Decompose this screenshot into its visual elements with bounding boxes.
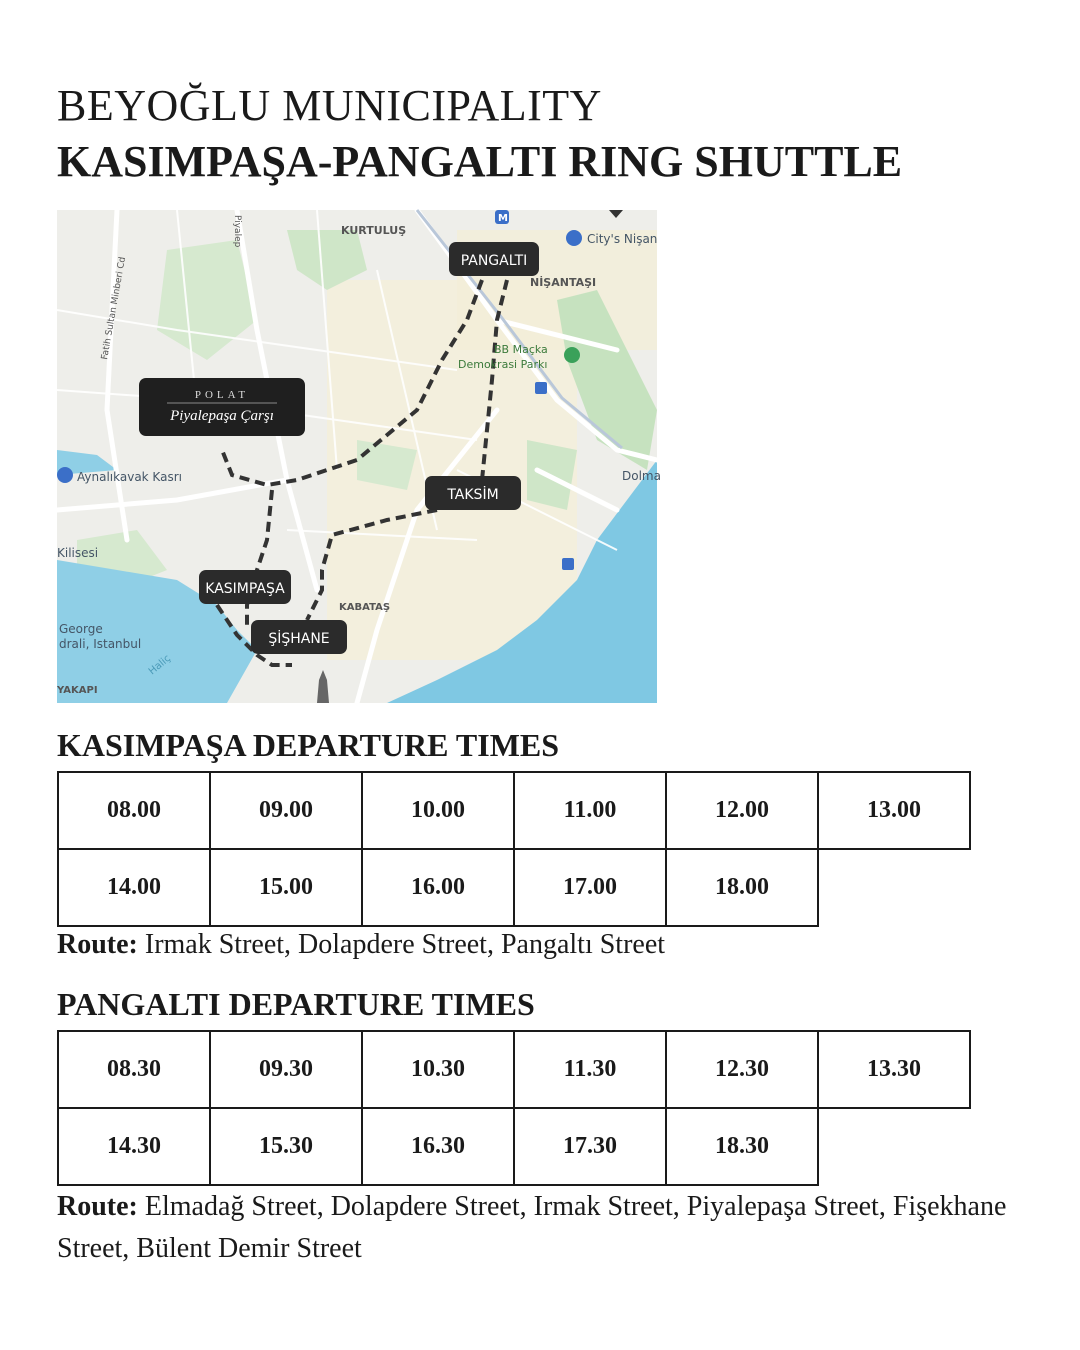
place-aynalikavak: Aynalıkavak Kasrı bbox=[77, 470, 182, 484]
time-cell: 18.30 bbox=[666, 1108, 818, 1185]
time-cell: 12.30 bbox=[666, 1031, 818, 1108]
ferry-icon bbox=[562, 558, 574, 570]
place-george-1: George bbox=[59, 622, 103, 636]
route-text: Irmak Street, Dolapdere Street, Pangaltı Street bbox=[144, 929, 666, 960]
route-map bbox=[57, 210, 661, 703]
empty-cell bbox=[818, 849, 970, 926]
place-halic: Haliç bbox=[146, 652, 173, 678]
svg-text:ŞİŞHANE: ŞİŞHANE bbox=[268, 631, 330, 647]
road-fatih: Fatih Sultan Minberi Cd bbox=[100, 256, 129, 361]
kasimpasa-heading: KASIMPAŞA DEPARTURE TIMES bbox=[57, 727, 560, 763]
pangalti-times-table bbox=[57, 1030, 971, 1186]
place-macka-1: BB Maçka bbox=[494, 343, 548, 356]
time-cell: 13.30 bbox=[818, 1031, 970, 1108]
municipality-title: BEYOĞLU MUNICIPALITY bbox=[57, 81, 602, 130]
time-cell: 17.30 bbox=[514, 1108, 666, 1185]
svg-text:M: M bbox=[498, 213, 508, 224]
kasimpasa-route bbox=[57, 924, 1017, 966]
road-piyale: Piyalep bbox=[232, 215, 242, 248]
time-cell: 11.30 bbox=[514, 1031, 666, 1108]
time-cell: 10.00 bbox=[362, 772, 514, 849]
pangalti-route bbox=[57, 1186, 1017, 1270]
stop-kasimpasa bbox=[199, 570, 291, 604]
route-text: Elmadağ Street, Dolapdere Street, Irmak Street, Piyalepaşa Street, Fişekhane Street, Bülent Demir Street bbox=[57, 1191, 1007, 1264]
park-icon bbox=[564, 347, 580, 363]
time-cell: 08.00 bbox=[58, 772, 210, 849]
stop-sishane bbox=[251, 620, 347, 654]
time-cell: 08.30 bbox=[58, 1031, 210, 1108]
kasimpasa-times-table bbox=[57, 771, 971, 927]
time-cell: 17.00 bbox=[514, 849, 666, 926]
shuttle-title: KASIMPAŞA-PANGALTI RING SHUTTLE bbox=[57, 137, 903, 186]
place-kabatas: KABATAŞ bbox=[339, 602, 391, 613]
route-label: Route: bbox=[57, 929, 138, 960]
stop-pangalti bbox=[449, 242, 539, 276]
time-cell: 16.00 bbox=[362, 849, 514, 926]
time-cell: 15.00 bbox=[210, 849, 362, 926]
place-nisantasi: NİŞANTAŞI bbox=[530, 276, 597, 289]
svg-text:POLAT: POLAT bbox=[194, 389, 250, 401]
time-cell: 11.00 bbox=[514, 772, 666, 849]
route-label: Route: bbox=[57, 1191, 138, 1222]
svg-text:TAKSİM: TAKSİM bbox=[447, 487, 499, 503]
place-macka-2: Demokrasi Parkı bbox=[458, 358, 548, 371]
empty-cell bbox=[818, 1108, 970, 1185]
place-citys: City's Nişan bbox=[587, 232, 658, 246]
time-cell: 13.00 bbox=[818, 772, 970, 849]
time-cell: 10.30 bbox=[362, 1031, 514, 1108]
svg-text:PANGALTI: PANGALTI bbox=[460, 253, 528, 269]
place-george-2: drali, Istanbul bbox=[59, 637, 142, 651]
svg-text:Piyalepaşa Çarşı: Piyalepaşa Çarşı bbox=[170, 408, 274, 424]
place-yakapi: YAKAPI bbox=[57, 685, 98, 696]
bus-stop-icon bbox=[535, 382, 547, 394]
time-cell: 09.00 bbox=[210, 772, 362, 849]
place-dolma: Dolma bbox=[622, 469, 661, 483]
time-cell: 14.30 bbox=[58, 1108, 210, 1185]
pangalti-heading: PANGALTI DEPARTURE TIMES bbox=[57, 986, 535, 1022]
time-cell: 12.00 bbox=[666, 772, 818, 849]
landmark-icon bbox=[57, 467, 73, 483]
polat-piyalepasa-logo bbox=[139, 378, 305, 436]
time-cell: 16.30 bbox=[362, 1108, 514, 1185]
place-kilisesi: Kilisesi bbox=[57, 546, 99, 560]
svg-text:KASIMPAŞA: KASIMPAŞA bbox=[205, 581, 285, 597]
time-cell: 18.00 bbox=[666, 849, 818, 926]
place-kurtulus: KURTULUŞ bbox=[341, 224, 407, 237]
time-cell: 09.30 bbox=[210, 1031, 362, 1108]
time-cell: 15.30 bbox=[210, 1108, 362, 1185]
time-cell: 14.00 bbox=[58, 849, 210, 926]
shopping-icon bbox=[566, 230, 582, 246]
stop-taksim bbox=[425, 476, 521, 510]
metro-icon bbox=[495, 210, 509, 224]
